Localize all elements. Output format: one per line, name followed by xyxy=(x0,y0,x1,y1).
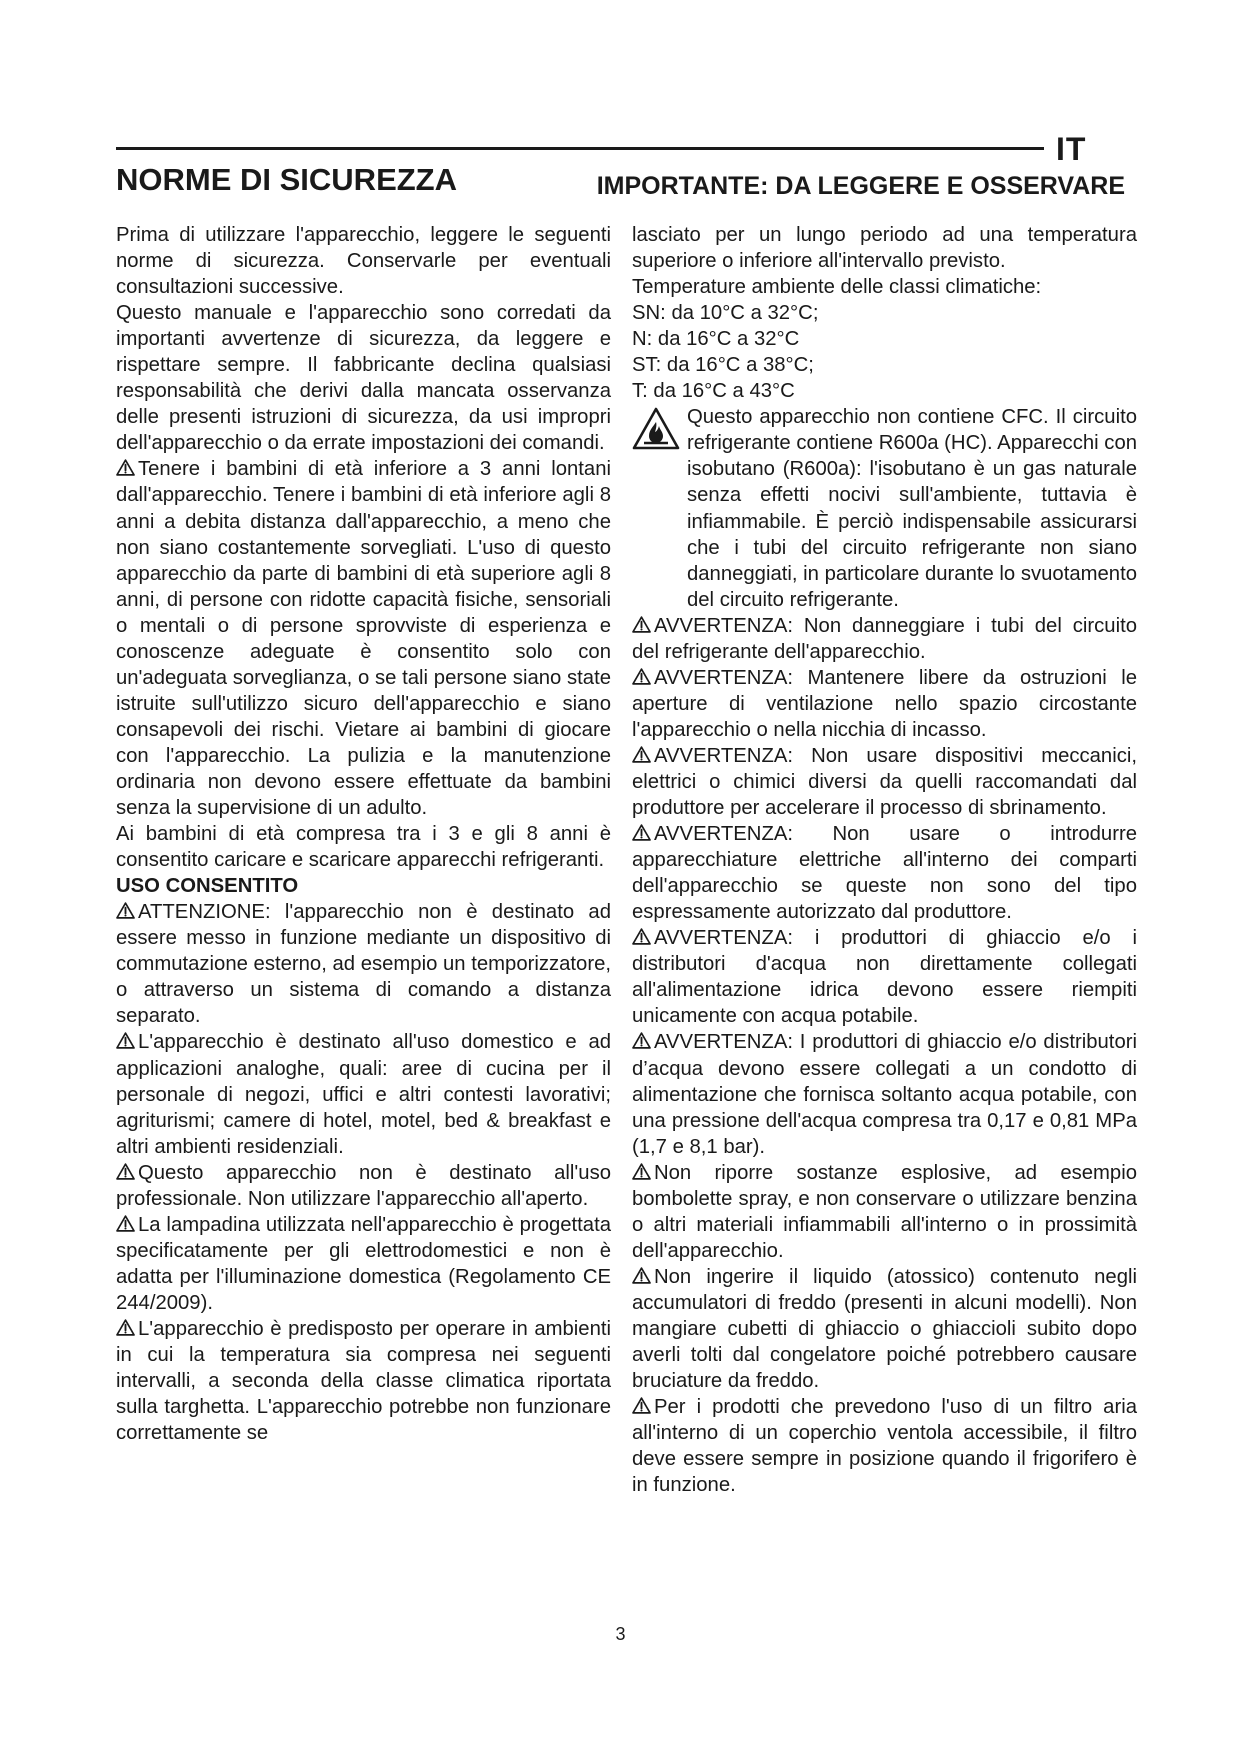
warning-triangle-icon xyxy=(632,1267,651,1284)
manual-paragraph: Questo manuale e l'apparecchio sono corredati da importanti avvertenze di sicurezza, da leggere e rispettare sempre. Il fabbricante declina qualsiasi responsabilità che derivi dalla mancata osservanza delle presenti istruzioni di sicurezza, da usi impropri dell'apparecchio o da errate impostazioni dei comandi. xyxy=(116,302,611,455)
climate-classes-heading: Temperature ambiente delle classi climatiche: xyxy=(632,276,1042,299)
warning-cold-packs xyxy=(632,1264,1137,1394)
left-column xyxy=(116,222,611,1446)
children-warning xyxy=(116,456,611,821)
warning-triangle-icon xyxy=(116,1215,135,1232)
warning-ventilation-text: AVVERTENZA: Mantenere libere da ostruzioni le aperture di ventilazione nello spazio circostante l'apparecchio o nella nicchia di incasso. xyxy=(632,666,1137,741)
domestic-use-text: L'apparecchio è destinato all'uso domestico e ad applicazioni analoghe, quali: aree di cucina per il personale di negozi, uffici e altri contesti lavorativi; agriturismi; camere di hotel, motel, bed & breakfast e altri ambienti residenziali. xyxy=(116,1031,611,1158)
warning-water-supply-text: AVVERTENZA: I produttori di ghiaccio e/o distributori d’acqua devono essere collegati a un condotto di alimentazione che fornisca soltanto acqua potabile, con una pressione dell'acqua compresa tra 0,17 e 0,81 MPa (1,7 e 8,1 bar). xyxy=(632,1031,1137,1158)
warning-ice-makers xyxy=(632,925,1137,1029)
temperature-warning-text: L'apparecchio è predisposto per operare in ambienti in cui la temperatura sia compresa nei seguenti intervalli, a seconda della classe climatica riportata sulla targhetta. L'apparecchio potrebbe non funzionare correttamente se xyxy=(116,1317,611,1445)
warning-air-filter-text: Per i prodotti che prevedono l'uso di un filtro aria all'interno di un coperchio ventola accessibile, il filtro deve essere sempre in posizione quando il frigorifero è in funzione. xyxy=(632,1396,1137,1497)
warning-explosives xyxy=(632,1160,1137,1264)
lamp-warning xyxy=(116,1212,611,1316)
warning-triangle-icon xyxy=(632,1163,651,1180)
attention-warning xyxy=(116,899,611,1029)
warning-triangle-icon xyxy=(632,746,651,763)
warning-triangle-icon xyxy=(632,928,651,945)
warning-triangle-icon xyxy=(116,1163,135,1180)
header-rule xyxy=(116,147,1044,150)
page-subtitle: IMPORTANTE: DA LEGGERE E OSSERVARE xyxy=(596,172,1125,200)
section-heading: USO CONSENTITO xyxy=(116,875,299,898)
refrigerant-notice xyxy=(632,404,1137,612)
lamp-warning-text: La lampadina utilizzata nell'apparecchio è progettata specificatamente per gli elettrodomestici e non è adatta per l'illuminazione domestica (Regolamento CE 244/2009). xyxy=(116,1213,611,1314)
climate-class-st: ST: da 16°C a 38°C; xyxy=(632,354,814,377)
language-code: IT xyxy=(1056,131,1087,167)
warning-water-supply xyxy=(632,1029,1137,1159)
warning-cold-packs-text: Non ingerire il liquido (atossico) contenuto negli accumulatori di freddo (presenti in alcuni modelli). Non mangiare cubetti di ghiaccio o ghiaccioli subito dopo averli tolti dal congelatore poiché potrebbero causare bruciature da freddo. xyxy=(632,1265,1137,1393)
climate-class-sn: SN: da 10°C a 32°C; xyxy=(632,302,819,325)
professional-use-warning xyxy=(116,1160,611,1212)
right-column xyxy=(632,222,1137,1498)
warning-triangle-icon xyxy=(116,1319,135,1336)
children-warning-text: Tenere i bambini di età inferiore a 3 anni lontani dall'apparecchio. Tenere i bambini di età inferiore agli 8 anni a debita distanza dall'apparecchio, a meno che non siano costantemente sorvegliati. L'uso di questo apparecchio da parte di bambini di età superiore agli 8 anni, di persone con ridotte capacità fisiche, sensoriali o mentali o di persone sprovviste di esperienza e conoscenze adeguate è consentito solo con un'adeguata sorveglianza, o se tali persone siano state istruite sull'utilizzo sicuro dell'apparecchio e siano consapevoli dei rischi. Vietare ai bambini di giocare con l'apparecchio. La pulizia e la manutenzione ordinaria non devono essere effettuate da bambini senza la supervisione di un adulto. xyxy=(116,458,611,820)
warning-pipes-text: AVVERTENZA: Non danneggiare i tubi del circuito del refrigerante dell'apparecchio. xyxy=(632,614,1137,663)
warning-triangle-icon xyxy=(632,824,651,841)
warning-electrical xyxy=(632,821,1137,925)
refrigerant-text: Questo apparecchio non contiene CFC. Il circuito refrigerante contiene R600a (HC). Apparecchi con isobutano (R600a): l'isobutano è un gas naturale senza effetti nocivi sull'ambiente, tuttavia è infiammabile. È perciò indispensabile assicurarsi che i tubi del circuito refrigerante non siano danneggiati, in particolare durante lo svuotamento del circuito refrigerante. xyxy=(687,406,1137,611)
climate-class-n: N: da 16°C a 32°C xyxy=(632,328,800,351)
warning-defrost xyxy=(632,743,1137,821)
intro-paragraph: Prima di utilizzare l'apparecchio, leggere le seguenti norme di sicurezza. Conservarle per eventuali consultazioni successive. xyxy=(116,224,611,299)
warning-triangle-icon xyxy=(116,902,135,919)
climate-class-t: T: da 16°C a 43°C xyxy=(632,380,795,403)
warning-triangle-icon xyxy=(632,616,651,633)
children-loading-paragraph: Ai bambini di età compresa tra i 3 e gli 8 anni è consentito caricare e scaricare apparecchi refrigeranti. xyxy=(116,823,611,872)
warning-pipes xyxy=(632,613,1137,665)
warning-explosives-text: Non riporre sostanze esplosive, ad esempio bombolette spray, e non conservare o utilizzare benzina o altri materiali infiammabili all'interno o in prossimità dell'apparecchio. xyxy=(632,1161,1137,1262)
warning-air-filter xyxy=(632,1394,1137,1498)
warning-triangle-icon xyxy=(116,459,135,476)
warning-triangle-icon xyxy=(116,1032,135,1049)
flammable-warning-icon xyxy=(632,407,680,451)
temperature-warning xyxy=(116,1316,611,1446)
warning-ventilation xyxy=(632,665,1137,743)
warning-triangle-icon xyxy=(632,1397,651,1414)
temperature-continued: lasciato per un lungo periodo ad una temperatura superiore o inferiore all'intervallo previsto. xyxy=(632,224,1137,273)
warning-triangle-icon xyxy=(632,1032,651,1049)
warning-electrical-text: AVVERTENZA: Non usare o introdurre apparecchiature elettriche all'interno dei comparti dell'apparecchio se queste non sono del tipo espressamente autorizzato dal produttore. xyxy=(632,823,1137,924)
warning-triangle-icon xyxy=(632,668,651,685)
warning-defrost-text: AVVERTENZA: Non usare dispositivi meccanici, elettrici o chimici diversi da quelli raccomandati dal produttore per accelerare il processo di sbrinamento. xyxy=(632,744,1137,820)
warning-ice-makers-text: AVVERTENZA: i produttori di ghiaccio e/o i distributori d'acqua non direttamente collegati all'alimentazione idrica devono essere riempiti unicamente con acqua potabile. xyxy=(632,927,1137,1028)
professional-use-text: Questo apparecchio non è destinato all'uso professionale. Non utilizzare l'apparecchio all'aperto. xyxy=(116,1161,611,1210)
page-title: NORME DI SICUREZZA xyxy=(116,162,457,197)
domestic-use-warning xyxy=(116,1029,611,1159)
attention-warning-text: ATTENZIONE: l'apparecchio non è destinato ad essere messo in funzione mediante un dispositivo di commutazione esterno, ad esempio un temporizzatore, o attraverso un sistema di comando a distanza separato. xyxy=(116,901,611,1028)
page-number: 3 xyxy=(615,1624,626,1644)
